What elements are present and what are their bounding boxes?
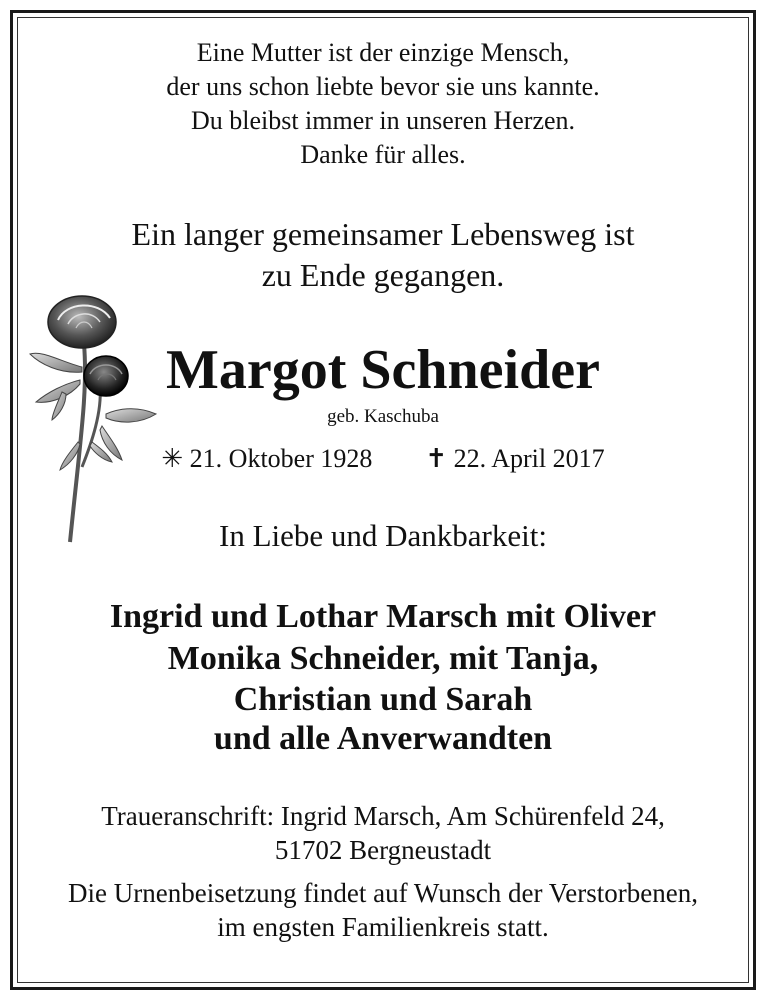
lead-line: zu Ende gegangen. — [261, 257, 505, 293]
verse-line: Eine Mutter ist der einzige Mensch, — [196, 38, 570, 67]
address-line: Traueranschrift: Ingrid Marsch, Am Schürenfeld 24, — [101, 801, 665, 831]
verse-line: Danke für alles. — [300, 140, 466, 169]
family-line: Christian und Sarah — [233, 681, 533, 718]
birth-name: geb. Kaschuba — [327, 406, 439, 427]
death-date: 22. April 2017 — [453, 444, 605, 473]
birth-date: 21. Oktober 1928 — [189, 444, 373, 473]
verse-line: der uns schon liebte bevor sie uns kannte. — [166, 72, 600, 101]
family-line: und alle Anverwandten — [213, 720, 553, 757]
birth-star-icon: ✳ — [161, 444, 184, 473]
thanks-heading: In Liebe und Dankbarkeit: — [219, 518, 547, 553]
verse-line: Du bleibst immer in unseren Herzen. — [190, 106, 576, 135]
lead-line: Ein langer gemeinsamer Lebensweg ist — [131, 216, 635, 252]
deceased-name: Margot Schneider — [166, 339, 600, 401]
family-line: Monika Schneider, mit Tanja, — [167, 640, 599, 677]
family-line: Ingrid und Lothar Marsch mit Oliver — [109, 598, 657, 635]
life-dates — [0, 444, 766, 474]
address-line: 51702 Bergneustadt — [274, 835, 492, 865]
notice-line: Die Urnenbeisetzung findet auf Wunsch der Verstorbenen, — [68, 878, 698, 908]
death-cross-icon: ✝ — [425, 444, 448, 473]
notice-line: im engsten Familienkreis statt. — [217, 912, 549, 942]
